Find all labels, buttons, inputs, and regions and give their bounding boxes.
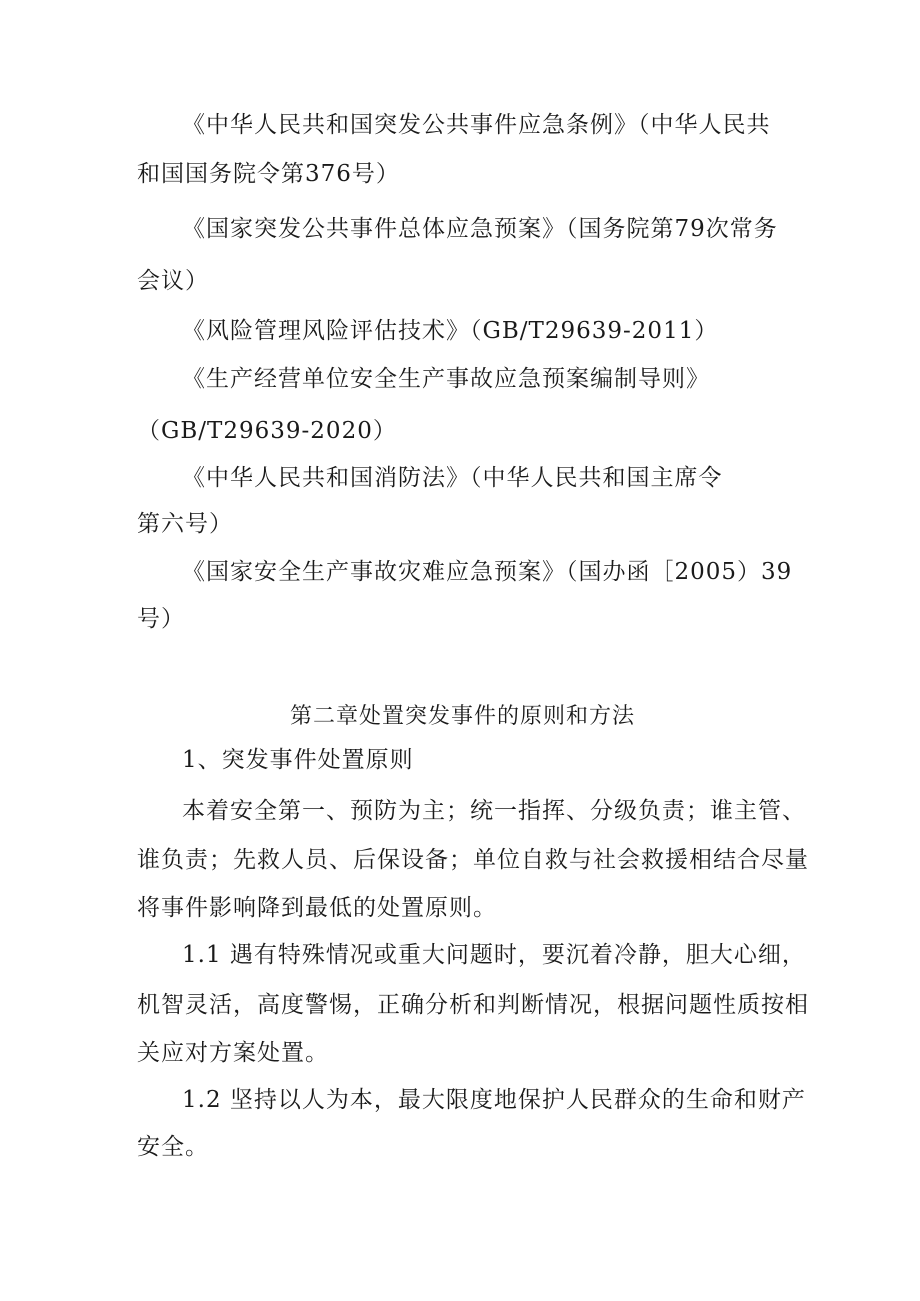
reference-6-line-2: 号） <box>137 606 185 632</box>
reference-5-line-1: 《中华人民共和国消防法》（中华人民共和国主席令 <box>182 465 723 491</box>
reference-6-line-1: 《国家安全生产事故灾难应急预案》（国办函［2005）39 <box>182 559 793 585</box>
reference-1-line-2: 和国国务院令第376号） <box>137 161 400 187</box>
item-1-2-line-2: 安全。 <box>137 1134 209 1160</box>
reference-2-line-1: 《国家突发公共事件总体应急预案》（国务院第79次常务 <box>182 216 778 242</box>
section-heading: 1、突发事件处置原则 <box>182 747 414 773</box>
reference-1-line-1: 《中华人民共和国突发公共事件应急条例》（中华人民共 <box>182 112 771 138</box>
item-1-1-line-3: 关应对方案处置。 <box>137 1040 329 1066</box>
reference-4-line-1: 《生产经营单位安全生产事故应急预案编制导则》 <box>182 366 710 392</box>
item-1-1-line-1: 1.1 遇有特殊情况或重大问题时，要沉着冷静，胆大心细， <box>182 942 806 968</box>
principle-line-2: 谁负责；先救人员、后保设备；单位自救与社会救援相结合尽量 <box>137 847 809 873</box>
chapter-title: 第二章处置突发事件的原则和方法 <box>290 704 636 729</box>
principle-line-3: 将事件影响降到最低的处置原则。 <box>137 895 497 921</box>
item-1-2-line-1: 1.2 坚持以人为本，最大限度地保护人民群众的生命和财产 <box>182 1087 806 1113</box>
principle-line-1: 本着安全第一、预防为主；统一指挥、分级负责；谁主管、 <box>182 798 806 824</box>
item-1-1-line-2: 机智灵活，高度警惕，正确分析和判断情况，根据问题性质按相 <box>137 992 809 1018</box>
reference-5-line-2: 第六号） <box>137 511 233 537</box>
reference-4-line-2: （GB/T29639-2020） <box>137 418 397 444</box>
reference-3-line-1: 《风险管理风险评估技术》（GB/T29639-2011） <box>182 318 719 344</box>
reference-2-line-2: 会议） <box>137 268 209 294</box>
